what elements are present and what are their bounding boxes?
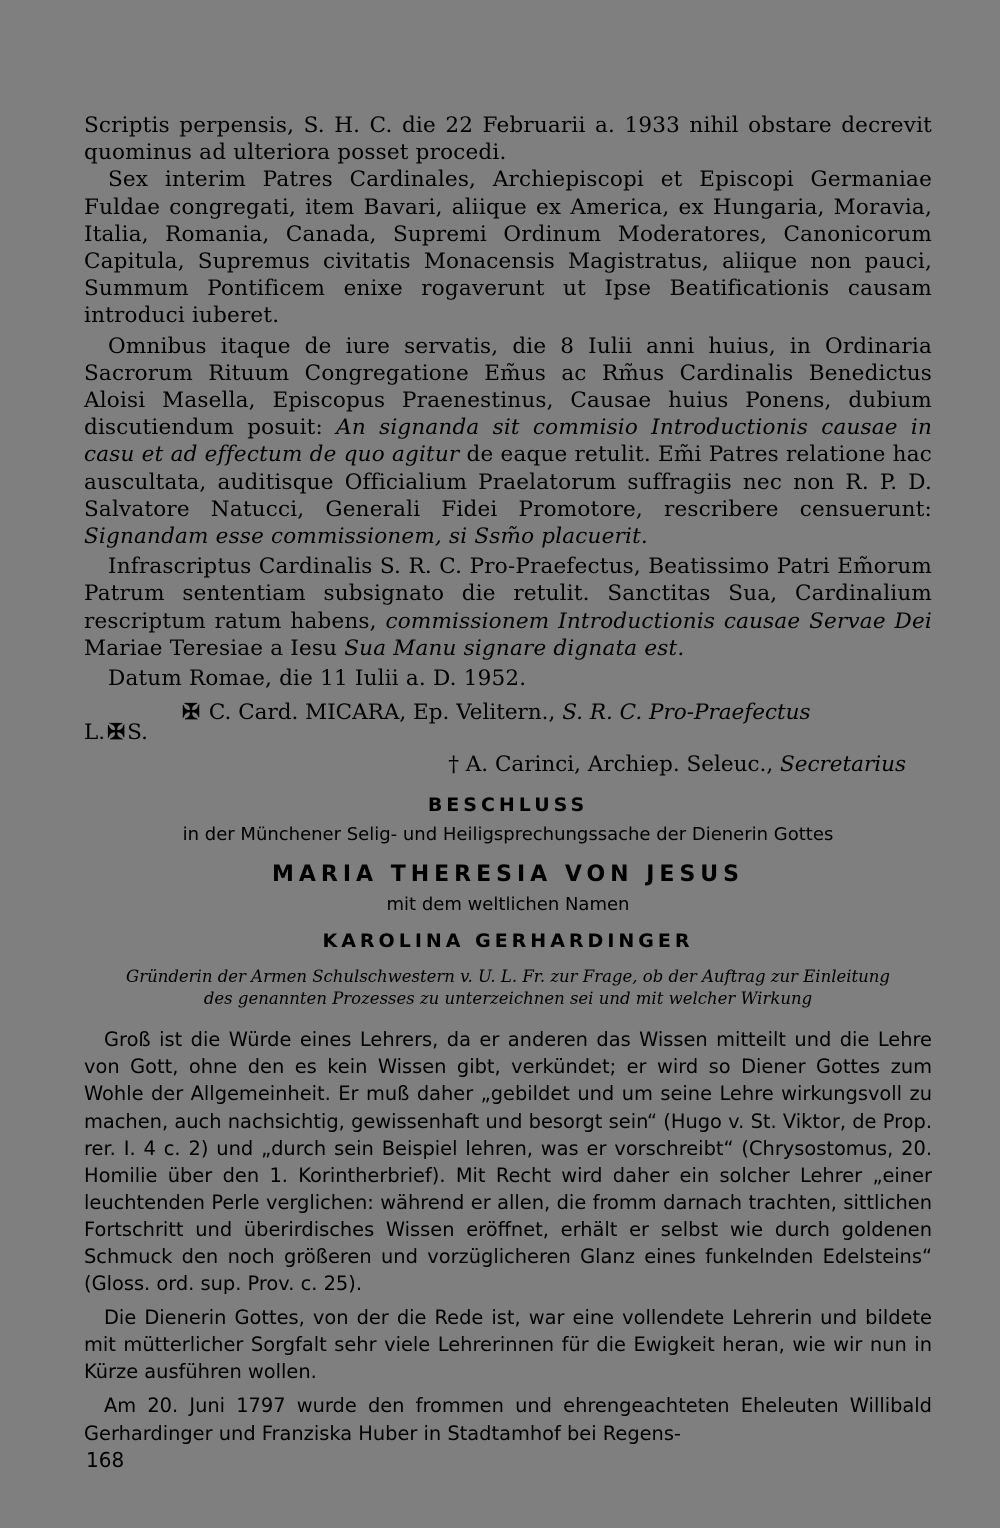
description-line: Gründerin der Armen Schulschwestern v. U. L. Fr. zur Frage, ob der Auftrag zur Einleitung bbox=[126, 967, 890, 987]
signature-name: C. Card. MICARA, Ep. Velitern., bbox=[208, 700, 563, 726]
page-number: 168 bbox=[86, 1448, 125, 1472]
paragraph bbox=[84, 333, 932, 551]
description-line: des genannten Prozesses zu unterzeichnen sei und mit welcher Wirkung bbox=[203, 989, 813, 1009]
servant-name: MARIA THERESIA VON JESUS bbox=[271, 862, 745, 888]
paragraph bbox=[84, 553, 932, 662]
heading-subtitle: mit dem weltlichen Namen bbox=[386, 894, 630, 916]
cross-icon: ✠ bbox=[181, 700, 200, 726]
secular-name: KAROLINA GERHARDINGER bbox=[322, 930, 694, 953]
german-text bbox=[84, 1026, 932, 1446]
signature-secretary bbox=[84, 750, 932, 780]
paragraph: Sex interim Patres Cardinales, Archiepiscopi et Episcopi Germaniae Fuldae congregati, item Bavari, aliique ex America, ex Hungaria, Moravia, Italia, Romania, Canada, Supremi Ordinum Moderatores, Canonicorum Capitula, Supremus civitatis Monacensis Magistratus, aliique non pauci, Summum Pontificem enixe rogaverunt ut Ipse Beatificationis causam introduci iuberet. bbox=[84, 167, 932, 329]
heading-description bbox=[84, 966, 932, 1010]
heading-subtitle: in der Münchener Selig- und Heiligsprechungssache der Dienerin Gottes bbox=[182, 824, 834, 846]
latin-decree bbox=[84, 112, 932, 692]
paragraph: Groß ist die Würde eines Lehrers, da er anderen das Wissen mitteilt und die Lehre von Gott, ohne den es kein Wissen gibt, verkündet; er wird so Diener Gottes zum Wohle der Allgemeinheit. Er muß daher „gebildet und um seine Lehre wirkungsvoll zu machen, auch nachsichtig, gewissenhaft und besorgt sein“ (Hugo v. St. Viktor, de Prop. rer. I. 4 c. 2) und „durch sein Beispiel lehren, was er vorschreibt“ (Chrysostomus, 20. Homilie über den 1. Korintherbrief). Mit Recht wird daher ein solcher Lehrer „einer leuchtenden Perle verglichen: während er allen, die fromm darnach trachten, sittlichen Fortschritt und überirdisches Wissen eröffnet, erhält er selbst wie durch goldenen Schmuck den noch größeren und vorzüglicheren Glanz eines funkelnden Edelsteins“ (Gloss. ord. sup. Prov. c. 25). bbox=[84, 1028, 932, 1296]
section-heading: BESCHLUSS bbox=[427, 794, 589, 817]
ls-l: L. bbox=[84, 720, 106, 746]
date-line: Datum Romae, die 11 Iulii a. D. 1952. bbox=[108, 666, 527, 692]
signature-title: Secretarius bbox=[780, 752, 906, 778]
text-run: de eaque retulit. Em̃i Patres relatione hac auscultata, auditisque Officialium Praelatorum suffragiis nec non R. P. D. Salvatore Natucci, Generali Fidei Promotore, rescribere censuerunt: bbox=[84, 442, 932, 522]
paragraph: Scriptis perpensis, S. H. C. die 22 Februarii a. 1933 nihil obstare decrevit quominus ad ulteriora posset procedi. bbox=[84, 113, 932, 166]
signature-prefect bbox=[84, 698, 932, 728]
signature-title: S. R. C. Pro-Praefectus bbox=[562, 700, 811, 726]
paragraph: Die Dienerin Gottes, von der die Rede ist, war eine vollendete Lehrerin und bildete mit mütterlicher Sorgfalt sehr viele Lehrerinnen für die Ewigkeit heran, wie wir nun in Kürze ausführen wollen. bbox=[84, 1306, 932, 1384]
cross-icon: ✠ bbox=[107, 720, 126, 746]
italic-run: An signanda sit commisio Introductionis causae in casu et ad effectum de quo agitur bbox=[84, 415, 932, 468]
italic-run: Sua Manu signare dignata est. bbox=[344, 635, 685, 661]
text-run: Mariae Teresiae a Iesu bbox=[84, 635, 345, 661]
signature-name: A. Carinci, Archiep. Seleuc., bbox=[458, 752, 780, 778]
italic-run: commissionem Introductionis causae Servae Dei bbox=[385, 608, 932, 634]
paragraph: Am 20. Juni 1797 wurde den frommen und ehrengeachteten Eheleuten Willibald Gerhardinger und Franziska Huber in Stadtamhof bei Regens- bbox=[84, 1394, 932, 1445]
dagger-icon: † bbox=[448, 752, 459, 778]
page-content bbox=[84, 112, 932, 1447]
italic-run: Signandam esse commissionem, si Ssm̃o placuerit. bbox=[84, 524, 648, 550]
ls-s: S. bbox=[127, 720, 148, 746]
text-run: Omnibus itaque de iure servatis, die 8 Iulii anni huius, in Ordinaria Sacrorum Rituum Congregatione Em̃us ac Rm̃us Cardinalis Benedictus Aloisi Masella, Episcopus Praenestinus, Causae huius Ponens, dubium discutiendum posuit: bbox=[84, 333, 932, 441]
text-run: Infrascriptus Cardinalis S. R. C. Pro-Praefectus, Beatissimo Patri Em̃orum Patrum sententiam subsignato die retulit. Sanctitas Sua, Cardinalium rescriptum ratum habens, bbox=[84, 554, 932, 634]
